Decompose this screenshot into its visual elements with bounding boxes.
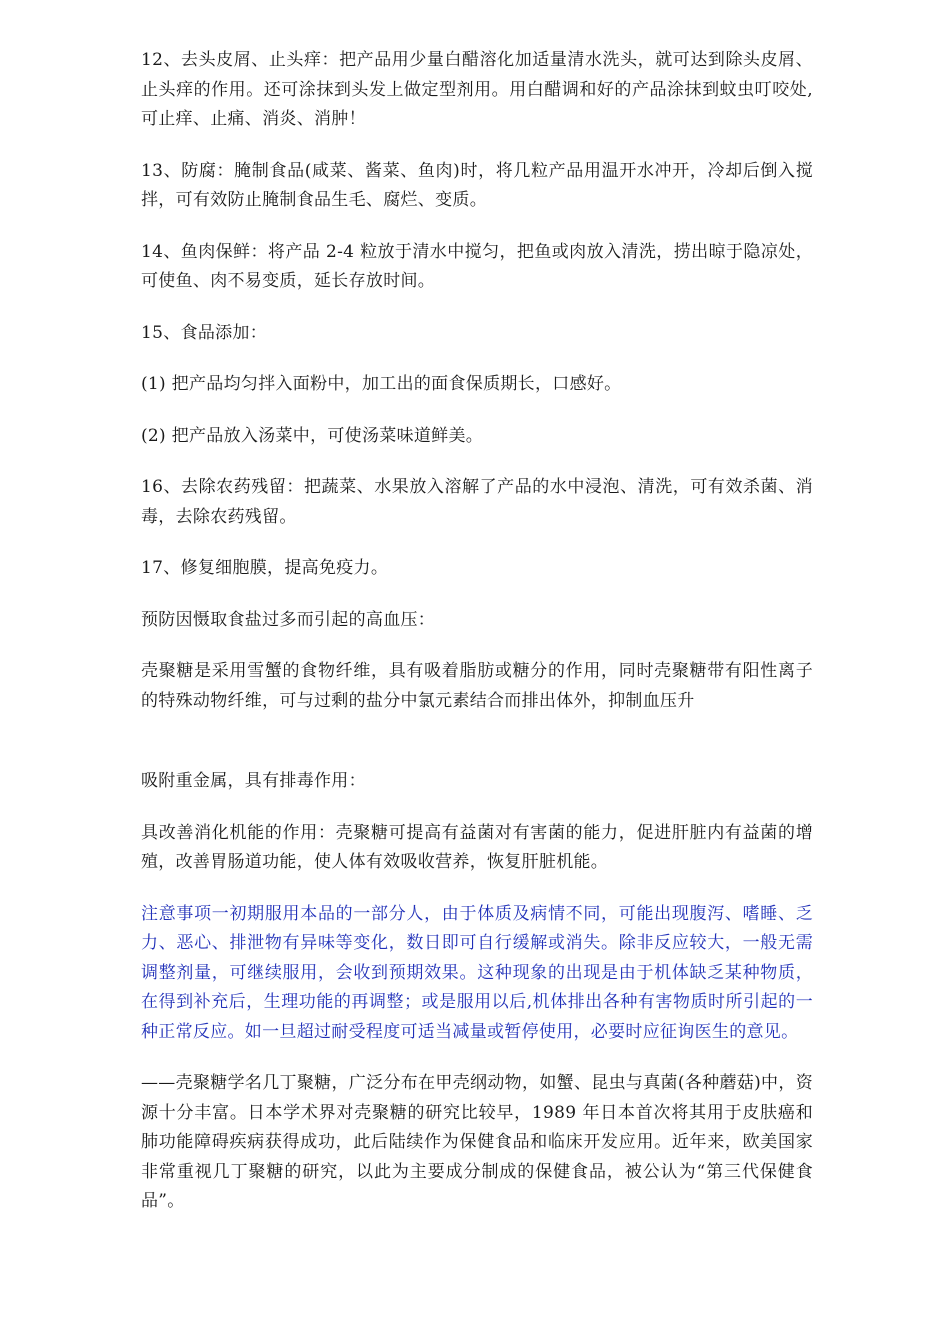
digestion-paragraph: 具改善消化机能的作用：壳聚糖可提高有益菌对有害菌的能力，促进肝脏内有益菌的增殖，改善胃肠道功能，使人体有效吸收营养，恢复肝脏机能。 <box>141 822 813 872</box>
item-12-dandruff: 12、去头皮屑、止头痒：把产品用少量白醋溶化加适量清水洗头，就可达到除头皮屑、止头痒的作用。还可涂抹到头发上做定型剂用。用白醋调和好的产品涂抹到蚊虫叮咬处,可止痒、止痛、消炎、消肿！ <box>141 50 813 129</box>
heavy-metal-heading: 吸附重金属，具有排毒作用： <box>141 771 366 791</box>
item-15-sub-1: (1) 把产品均匀拌入面粉中，加工出的面食保质期长，口感好。 <box>141 374 622 394</box>
item-15-sub-2: (2) 把产品放入汤菜中，可使汤菜味道鲜美。 <box>141 425 484 446</box>
hypertension-heading: 预防因慑取食盐过多而引起的高血压： <box>141 609 436 630</box>
chitosan-background: ——壳聚糖学名几丁聚糖，广泛分布在甲壳纲动物，如蟹、昆虫与真菌(各种蘑菇)中，资源十分丰富。日本学术界对壳聚糖的研究比较早，1989 年日本首次将其用于皮肤癌和肺功能障碍疾病获得成功，此后陆续作为保健食品和临床开发应用。近年来，欧美国家非常重视几丁聚糖的研究，以此为主要成分制成的保健食品，被公认为“第三代保健食品”。 <box>141 1073 813 1211</box>
hypertension-description: 壳聚糖是采用雪蟹的食物纤维，具有吸着脂肪或糖分的作用，同时壳聚糖带有阳性离子的特殊动物纤维，可与过剩的盐分中氯元素结合而排出体外，抑制血压升 <box>141 661 813 711</box>
item-15-food-additive: 15、食品添加： <box>141 322 268 343</box>
item-17-immunity: 17、修复细胞膜，提高免疫力。 <box>141 558 389 578</box>
item-16-pesticide: 16、去除农药残留：把蔬菜、水果放入溶解了产品的水中浸泡、清洗，可有效杀菌、消毒，去除农药残留。 <box>141 477 813 527</box>
item-14-fish-meat: 14、鱼肉保鲜：将产品 2-4 粒放于清水中搅匀，把鱼或肉放入清洗，捞出晾于隐凉处，可使鱼、肉不易变质，延长存放时间。 <box>141 241 813 291</box>
document-page <box>141 46 813 1239</box>
precautions-notice: 注意事项一初期服用本品的一部分人，由于体质及病情不同，可能出现腹泻、嗜睡、乏力、恶心、排泄物有异味等变化，数日即可自行缓解或消失。除非反应较大，一般无需调整剂量，可继续服用，会收到预期效果。这种现象的出现是由于机体缺乏某种物质，在得到补充后，生理功能的再调整；或是服用以后,机体排出各种有害物质时所引起的一种正常反应。如一旦超过耐受程度可适当减量或暂停使用，必要时应征询医生的意见。 <box>141 903 813 1042</box>
item-13-preservation: 13、防腐：腌制食品(咸菜、酱菜、鱼肉)时，将几粒产品用温开水冲开，冷却后倒入搅拌，可有效防止腌制食品生毛、腐烂、变质。 <box>141 160 813 210</box>
